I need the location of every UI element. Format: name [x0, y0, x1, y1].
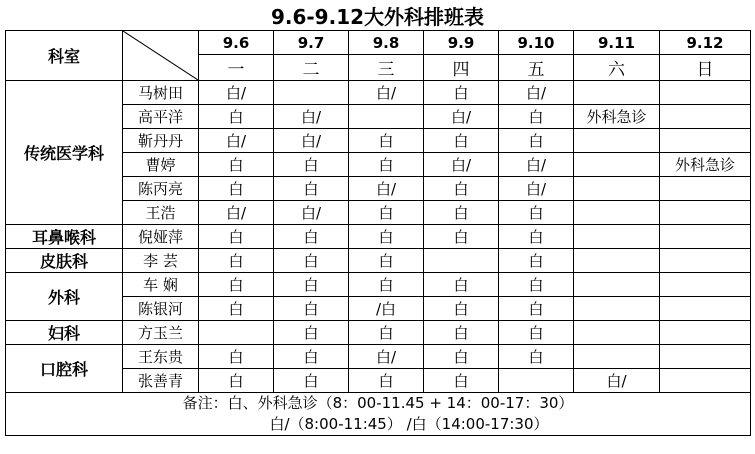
date-header-cell: 9.11	[574, 31, 660, 55]
shift-cell: 白	[274, 153, 349, 177]
shift-cell	[660, 345, 751, 369]
shift-cell: 白	[199, 369, 274, 393]
date-header-cell: 9.12	[660, 31, 751, 55]
schedule-body	[6, 31, 751, 436]
staff-row	[6, 321, 751, 345]
shift-cell: 白/	[349, 345, 424, 369]
shift-cell: 白	[199, 105, 274, 129]
shift-cell	[660, 81, 751, 105]
shift-cell: 白	[274, 321, 349, 345]
staff-row	[6, 225, 751, 249]
shift-cell: 白	[499, 273, 574, 297]
department-cell: 外科	[6, 273, 123, 321]
shift-cell: 白	[199, 297, 274, 321]
staff-name-cell: 高平洋	[123, 105, 199, 129]
shift-cell: 白	[424, 225, 499, 249]
shift-cell: 白	[424, 81, 499, 105]
staff-name-cell: 马树田	[123, 81, 199, 105]
shift-cell	[574, 225, 660, 249]
shift-cell	[660, 201, 751, 225]
staff-row	[6, 81, 751, 105]
shift-cell	[660, 369, 751, 393]
shift-cell: 白	[424, 129, 499, 153]
shift-cell	[574, 153, 660, 177]
shift-cell: 白	[499, 345, 574, 369]
department-cell: 皮肤科	[6, 249, 123, 273]
shift-cell: 白	[499, 201, 574, 225]
shift-cell	[574, 81, 660, 105]
shift-cell: 白	[424, 297, 499, 321]
shift-cell: 白	[499, 297, 574, 321]
staff-name-cell: 王浩	[123, 201, 199, 225]
shift-cell: 白	[349, 321, 424, 345]
notes-row	[6, 393, 751, 436]
staff-name-cell: 王东贵	[123, 345, 199, 369]
date-header-cell: 9.10	[499, 31, 574, 55]
shift-cell	[660, 297, 751, 321]
shift-cell	[199, 321, 274, 345]
dept-header-cell: 科室	[6, 31, 123, 81]
shift-cell: 白	[274, 249, 349, 273]
shift-cell: 白	[199, 177, 274, 201]
shift-cell: 白/	[349, 81, 424, 105]
shift-cell: 白	[274, 345, 349, 369]
shift-cell: 白	[349, 369, 424, 393]
shift-cell	[574, 321, 660, 345]
shift-cell: 白/	[274, 201, 349, 225]
shift-cell: 白/	[499, 81, 574, 105]
weekday-header-cell: 六	[574, 55, 660, 81]
shift-cell	[660, 105, 751, 129]
shift-cell	[499, 369, 574, 393]
shift-cell: 白	[349, 273, 424, 297]
department-cell: 妇科	[6, 321, 123, 345]
shift-cell	[574, 177, 660, 201]
shift-cell: 白/	[274, 129, 349, 153]
shift-cell	[424, 249, 499, 273]
shift-cell	[660, 129, 751, 153]
shift-cell: 白/	[424, 105, 499, 129]
staff-row	[6, 273, 751, 297]
page-title: 9.6-9.12大外科排班表	[270, 5, 485, 29]
shift-cell	[574, 345, 660, 369]
notes-cell	[6, 393, 751, 436]
shift-cell: 白/	[499, 153, 574, 177]
shift-cell	[574, 273, 660, 297]
shift-cell	[660, 321, 751, 345]
shift-cell: 白	[274, 177, 349, 201]
header-date-row	[6, 31, 751, 55]
staff-row	[6, 345, 751, 369]
shift-cell: 白/	[424, 153, 499, 177]
shift-cell: 白	[349, 201, 424, 225]
shift-cell: 白/	[199, 129, 274, 153]
shift-cell: 白	[274, 369, 349, 393]
shift-cell: 白	[199, 249, 274, 273]
shift-cell	[574, 297, 660, 321]
shift-cell: 白	[274, 273, 349, 297]
shift-cell: 白	[199, 225, 274, 249]
shift-cell: 白/	[499, 177, 574, 201]
shift-cell	[574, 249, 660, 273]
shift-cell: 白	[424, 201, 499, 225]
shift-cell: 白	[424, 321, 499, 345]
shift-cell	[660, 249, 751, 273]
date-header-cell: 9.9	[424, 31, 499, 55]
shift-cell	[660, 177, 751, 201]
weekday-header-cell: 三	[349, 55, 424, 81]
shift-cell: 白	[199, 273, 274, 297]
shift-cell: 白	[499, 129, 574, 153]
weekday-header-cell: 日	[660, 55, 751, 81]
shift-cell	[660, 273, 751, 297]
shift-cell: 白	[274, 297, 349, 321]
date-header-cell: 9.8	[349, 31, 424, 55]
shift-cell: 白	[499, 249, 574, 273]
shift-cell: 白	[274, 225, 349, 249]
shift-cell: 白	[349, 153, 424, 177]
staff-name-cell: 车 娴	[123, 273, 199, 297]
shift-cell	[574, 201, 660, 225]
shift-cell: 白	[499, 225, 574, 249]
shift-cell	[349, 105, 424, 129]
staff-name-cell: 曹婷	[123, 153, 199, 177]
staff-name-cell: 张善青	[123, 369, 199, 393]
department-cell: 口腔科	[6, 345, 123, 393]
staff-row	[6, 249, 751, 273]
shift-cell	[574, 129, 660, 153]
weekday-header-cell: 一	[199, 55, 274, 81]
shift-cell: 白	[199, 153, 274, 177]
staff-name-cell: 方玉兰	[123, 321, 199, 345]
shift-cell: 白	[349, 225, 424, 249]
weekday-header-cell: 四	[424, 55, 499, 81]
department-cell: 传统医学科	[6, 81, 123, 225]
shift-cell: 外科急诊	[660, 153, 751, 177]
date-header-cell: 9.6	[199, 31, 274, 55]
weekday-header-cell: 五	[499, 55, 574, 81]
shift-cell: 白/	[199, 201, 274, 225]
department-cell: 耳鼻喉科	[6, 225, 123, 249]
shift-cell	[660, 225, 751, 249]
shift-cell: 白/	[199, 81, 274, 105]
shift-cell: 白	[199, 345, 274, 369]
staff-name-cell: 陈丙亮	[123, 177, 199, 201]
shift-cell: 外科急诊	[574, 105, 660, 129]
shift-cell: 白/	[274, 105, 349, 129]
shift-cell: 白/	[574, 369, 660, 393]
shift-cell: 白	[349, 129, 424, 153]
staff-name-cell: 陈银河	[123, 297, 199, 321]
shift-cell: 白	[499, 321, 574, 345]
staff-name-cell: 靳丹丹	[123, 129, 199, 153]
schedule-table	[5, 30, 751, 436]
date-header-cell: 9.7	[274, 31, 349, 55]
shift-cell: 白	[424, 273, 499, 297]
weekday-header-cell: 二	[274, 55, 349, 81]
shift-cell: 白/	[349, 177, 424, 201]
diagonal-header-cell	[123, 31, 199, 81]
staff-name-cell: 李 芸	[123, 249, 199, 273]
shift-cell: 白	[424, 177, 499, 201]
shift-cell: 白	[499, 105, 574, 129]
shift-cell: /白	[349, 297, 424, 321]
note-line-1: 备注：白、外科急诊（8：00-11.45 + 14：00-17：30）	[182, 394, 574, 412]
shift-cell: 白	[424, 369, 499, 393]
shift-cell	[274, 81, 349, 105]
note-line-2: 白/（8:00-11:45） /白（14:00-17:30）	[269, 415, 549, 433]
shift-cell: 白	[349, 249, 424, 273]
shift-cell: 白	[424, 345, 499, 369]
diagonal-line	[123, 31, 198, 80]
staff-name-cell: 倪娅萍	[123, 225, 199, 249]
